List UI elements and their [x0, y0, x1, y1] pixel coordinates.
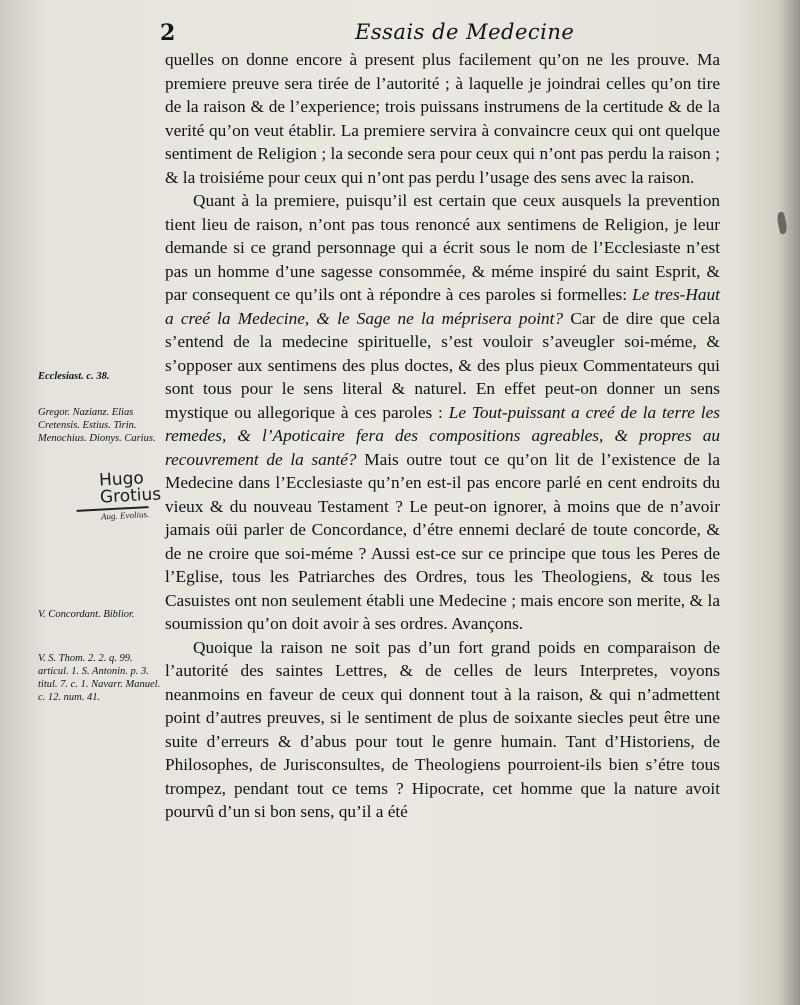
- quotation-ecclesiast-2: Le Tout-puissant a creé de la terre les remedes, & l’Apoticaire fera des compositions agreables, & propres au recouvrement de la santé?: [165, 402, 720, 469]
- quotation-ecclesiast-1: Le tres-Haut a creé la Medecine, & le Sage ne la méprisera point?: [165, 285, 720, 328]
- margin-note-references: V. S. Thom. 2. 2. q. 99. articul. 1. S. Antonin. p. 3. titul. 7. c. 1. Navarr. Manuel. c. 12. num. 41.: [38, 653, 161, 703]
- margin-note-authorities: Gregor. Nazianz. Elias Cretensis. Estius. Tirin. Menochius. Dionys. Carius.: [38, 407, 156, 444]
- main-text: [165, 48, 720, 824]
- handwritten-word-grotius: Grotius: [99, 484, 162, 508]
- paragraph-2-text-c: Mais outre tout ce qu’on lit de l’existence de la Medecine dans l’Ecclesiaste qu’n’en est-il pas encore parlé en cent endroits du vieux & du nouveau Testament ? Le peut-on ignorer, à moins que de n’avoir jamais oüi parler de Concordance, d’étre ennemi declaré de toute concorde, & de ne croire que soi-méme ? Aussi est-ce sur ce principe que tous les Peres de l’Eglise, tous les Patriarches des Ordres, tous les Theologiens, & tous les Casuistes ont non seulement établi une Medecine ; mais encore son merite, & la soumission qu’on doit avoir à ses ordres. Avançons.: [165, 449, 720, 633]
- margin-note-ecclesiast: Ecclesiast. c. 38.: [38, 371, 110, 382]
- paragraph-1: quelles on donne encore à present plus facilement qu’on ne les prouve. Ma premiere preuve sera tirée de l’autorité ; à laquelle je joindrai celles qu’on tire de la raison & de l’experience; trois puissans instrumens de la certitude & de la verité qu’on veut établir. La premiere servira à convaincre ceux qui ont quelque sentiment de Religion ; la seconde sera pour ceux qui n’ont pas perdu la raison ; & la troisiéme pour ceux qui n’ont pas perdu l’usage des sens avec la raison.: [165, 50, 720, 187]
- struck-margin-note: Aug. Evolius.: [100, 509, 150, 522]
- paragraph-2-text-a: Quant à la premiere, puisqu’il est certain que ceux ausquels la prevention tient lieu de raison, n’ont pas tous renoncé aux sentimens de Religion, je leur demande si ce grand personnage qui a écrit sous le nom de l’Ecclesiaste n’est pas un homme d’une sagesse consommée, & méme inspiré du saint Esprit, & par consequent ce qu’ils ont à répondre à ces paroles si formelles:: [165, 191, 720, 304]
- page-number: 2: [160, 20, 176, 46]
- page-header: [0, 18, 800, 48]
- margin-note-concordance: V. Concordant. Biblior.: [38, 609, 135, 620]
- paragraph-3: Quoique la raison ne soit pas d’un fort grand poids en comparaison de l’autorité des saintes Lettres, & de celles de leurs Interpretes, voyons neanmoins en faveur de ceux qui donnent tout à la raison, & qui n’admettent point d’autres preuves, si le sentiment de plus de soixante siecles peut être une suite d’erreurs & d’abus pour tout le genre humain. Tant d’Historiens, de Philosophes, de Jurisconsultes, de Theologiens pourroient-ils bien s’étre tous trompez, pendant tout ce tems ? Hipocrate, cet homme que la nature avoit pourvû d’un si bon sens, qu’il a été: [165, 637, 720, 821]
- page-edge-shadow: [778, 0, 800, 1005]
- paragraph-2: [165, 189, 720, 636]
- running-title: Essais de Medecine: [355, 20, 575, 44]
- handwritten-word-hugo: Hugo: [98, 468, 145, 491]
- paragraph-2-text-b: Car de dire que cela s’entend de la medecine spirituelle, s’est vouloir s’aveugler soi-méme, & s’opposer aux sentimens des plus doctes, & des plus pieux Commentateurs qui sont tous pour le sens literal & naturel. En effet peut-on donner un sens mystique ou allegorique à ces paroles :: [165, 308, 720, 422]
